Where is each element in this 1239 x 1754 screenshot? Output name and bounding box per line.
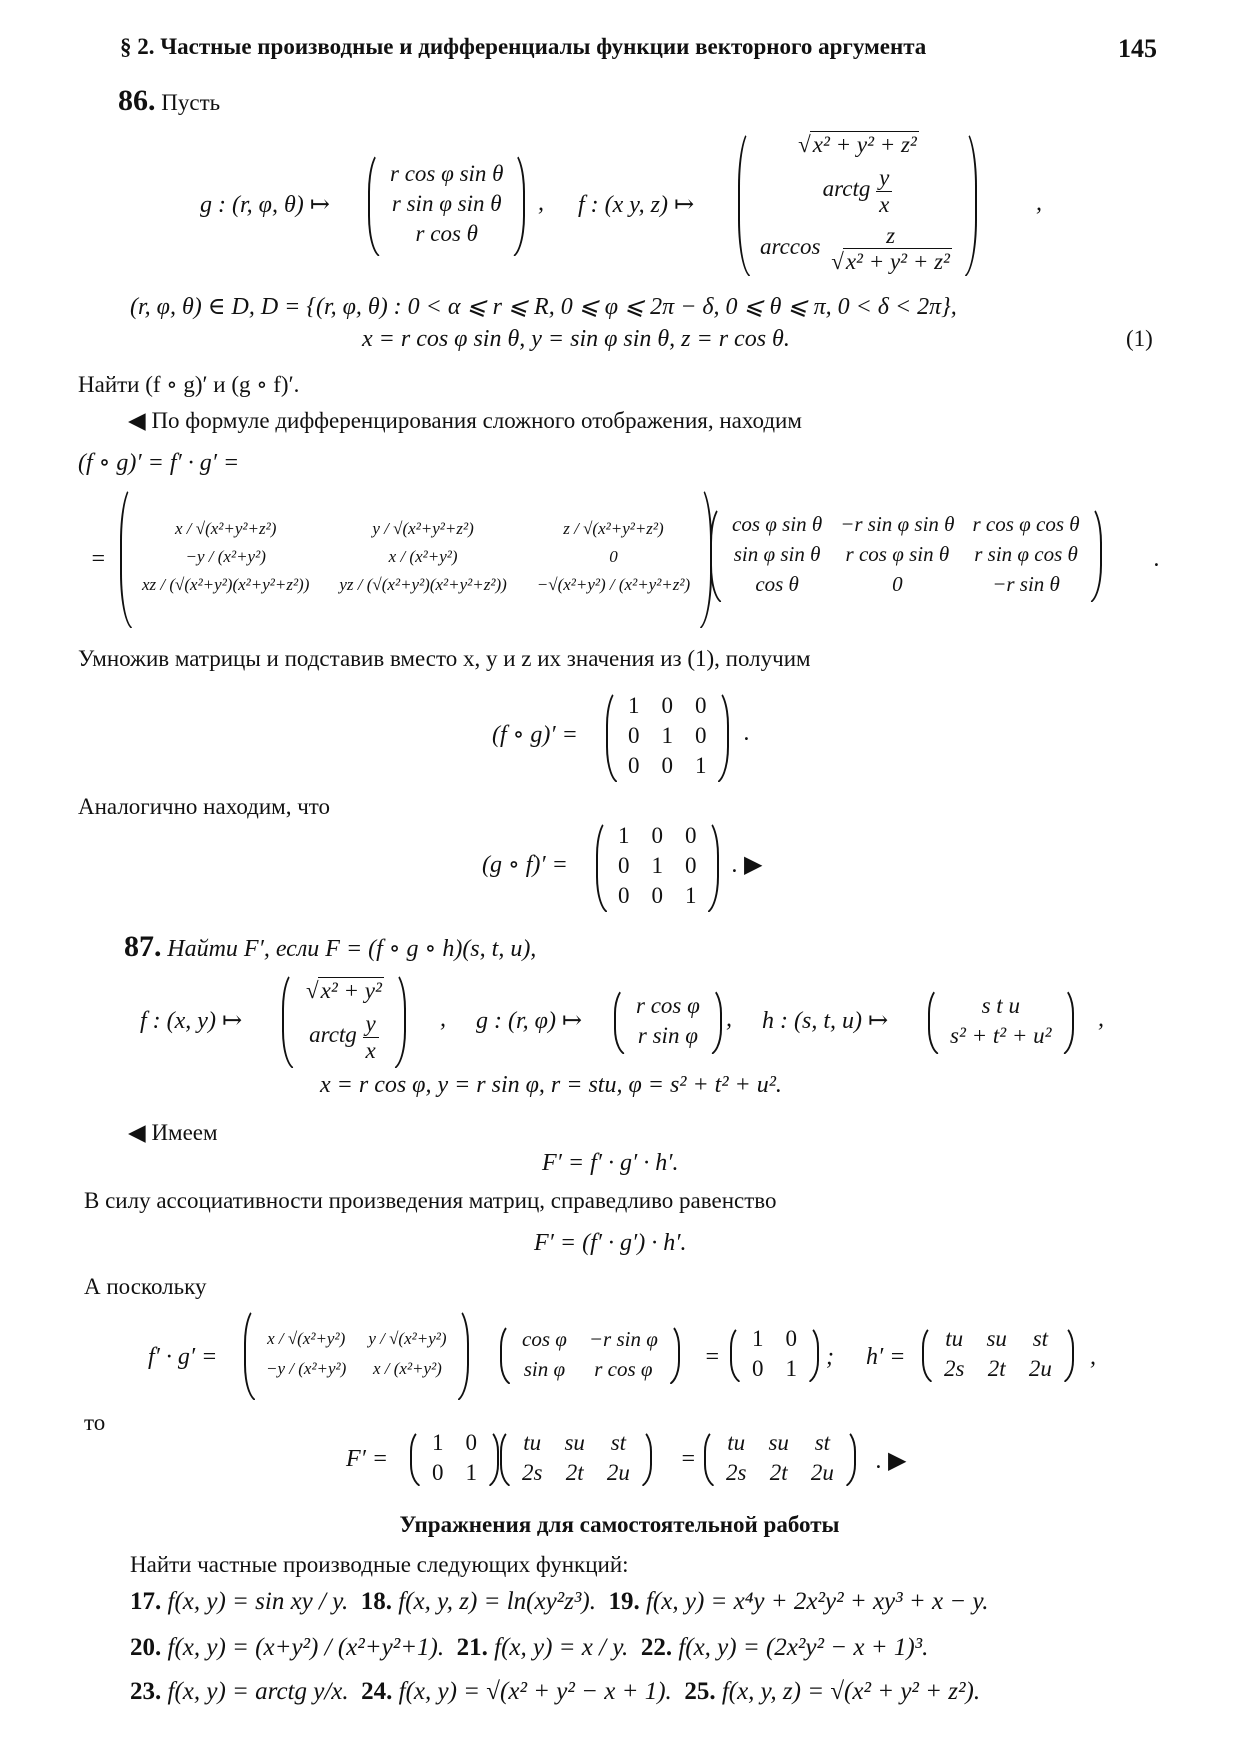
jacobian-f bbox=[244, 1306, 469, 1402]
f-vector-cell: √ x² + y² bbox=[318, 977, 384, 1003]
matrix-cell: −r sin θ bbox=[992, 572, 1060, 596]
exercise-expr: f(x, y) = x / y. bbox=[494, 1634, 629, 1661]
g-vector-cell: r cos φ sin θ bbox=[390, 161, 504, 186]
exercises-intro: Найти частные производные следующих функций: bbox=[130, 1552, 629, 1577]
analog-text: Аналогично находим, что bbox=[78, 794, 331, 819]
textbook-page: § 2. Частные производные и дифференциалы функции векторного аргумента 145 86. Пусть g : (r, φ, θ) ↦ r cos φ sin θ r sin φ sin θ r cos θ , f : (x y, z) ↦ √ x² + y² + z² arctg $\frac{y}{x}$ arccos z √ x² + y² + z² , (r, φ, θ) ∈ D, D = {(r, φ, θ) : 0 < α ⩽ r ⩽ R, 0 ⩽ φ ⩽ 2π − δ, 0 ⩽ θ ⩽ π, 0 < δ < 2π}, x = r cos φ sin θ, y = sin φ sin θ, z = r cos θ. (1) Найти (f ∘ g)′ и (g ∘ f)′. ◀ По формуле дифференцирования сложного отображения, находим (f ∘ g)′ = f′ · g′ = = x / √(x²+y²+z²) y / √(x²+y²+z²) z / √(x²+y²+z²) −y / (x²+y²) x / (x²+y²) 0 xz / (√(x²+y²)(x²+y²+z²)) yz / (√(x²+y²)(x²+y²+z²)) −√(x²+y²) / (x²+y²+z²) cos φ sin θ −r sin φ sin θ r cos φ cos θ sin φ sin θ r cos φ sin θ r sin φ cos θ cos θ 0 −r sin θ . Умножив матрицы и подставив вместо x, y и z их значения из (1), получим (f ∘ g)′ = 1 0 0 0 1 0 0 0 1 . Аналогично находим, что (g ∘ f)′ = 1 0 0 0 1 0 0 0 1 . ▶ 87. Найти F′, если F = (f ∘ g ∘ h)(s, t, u), f : (x, y) ↦ √ x² + y² arctg $\frac{y}{x}$ , g : (r, φ) ↦ r cos φ r sin φ , h : (s, t, u) ↦ s t u s² + t² + u² , x = r cos φ, y = r sin φ, r = stu, φ = s² + t² + u². ◀ Имеем F′ = f′ · g′ · h′. В силу ассоциативности произведения матриц, справедливо равенство F′ = (f′ · g′) · h′. А поскольку f′ · g′ = x / √(x²+y²) y / √(x²+y²) −y / (x²+y²) x / (x²+y²) cos φ −r sin φ sin φ r cos φ = 1 0 0 1 ; h′ = tu su st 2s 2t 2u , то F′ = 1 0 0 1 tu su st 2s 2t 2u = tu su st 2s 2t 2u . ▶ Упражнения для самостоятельной работы Найти частные производные следующих функций: 17. f(x, y) = sin xy / y. 18. f(x, y, z) = ln(xy²z³). 19. f(x, y) = x⁴y + 2x²y² + xy³ + x − y. 20. f(x, y) = (x+y²) / (x²+y²+1). 21. f(x, y) = x / y. 22. f(x, y) = (2x²y² − x + 1)³. 23. f(x, y) = arctg y/x. 24. f(x, y) = √(x² + y² − x + 1). 25. f(x, y, z) = √(x² + y² + z²). bbox=[0, 0, 1239, 1754]
identity-matrix-gf: 1 0 0 0 1 0 0 0 1 bbox=[596, 818, 719, 914]
matrix-cell: z / √(x²+y²+z²) bbox=[563, 519, 664, 538]
identity-matrix-fg: 1 0 0 0 1 0 0 0 1 bbox=[606, 688, 729, 784]
solution-intro: ◀ Имеем bbox=[128, 1120, 218, 1145]
matrix-cell: cos θ bbox=[755, 572, 799, 596]
substitution: x = r cos φ sin θ, y = sin φ sin θ, z = r cos θ. bbox=[362, 326, 790, 352]
jacobian-h: tu su st 2s 2t 2u bbox=[500, 1428, 652, 1488]
matrix-cell: −√(x²+y²) / (x²+y²+z²) bbox=[536, 575, 691, 594]
running-header: § 2. Частные производные и дифференциалы функции векторного аргумента bbox=[120, 34, 927, 59]
f-vector-cell: √ x² + y² + z² bbox=[810, 131, 919, 157]
jacobian-g bbox=[710, 504, 1102, 604]
matrix-cell: y / √(x²+y²) bbox=[368, 1329, 447, 1348]
arccos-label: arccos bbox=[760, 234, 821, 260]
matrix-cell: yz / (√(x²+y²)(x²+y²+z²)) bbox=[339, 575, 507, 594]
domain-definition: (r, φ, θ) ∈ D, D = {(r, φ, θ) : 0 < α ⩽ r ⩽ R, 0 ⩽ φ ⩽ 2π − δ, 0 ⩽ θ ⩽ π, 0 < δ < 2π}, bbox=[130, 294, 957, 320]
exercise-row: 20. f(x, y) = (x+y²) / (x²+y²+1). 21. f(x, y) = x / y. 22. f(x, y) = (2x²y² − x + 1)³. bbox=[130, 1634, 929, 1661]
problem-task: Найти F′, если F = (f ∘ g ∘ h)(s, t, u), bbox=[167, 936, 537, 962]
gf-derivative-label: (g ∘ f)′ = bbox=[482, 852, 568, 878]
identity-2x2: 1 0 0 1 bbox=[410, 1428, 499, 1488]
then-text: то bbox=[84, 1410, 106, 1435]
g-vector bbox=[614, 986, 722, 1056]
exercise-expr: f(x, y) = arctg y/x. bbox=[167, 1678, 349, 1705]
problem-87-heading bbox=[124, 930, 536, 964]
problem-number: 86. bbox=[118, 84, 156, 117]
end-of-solution-icon: ▶ bbox=[744, 852, 763, 878]
end-of-solution-icon: ▶ bbox=[888, 1448, 907, 1474]
equation: F′ = f′ · g′ · h′. bbox=[542, 1150, 679, 1176]
matrix-cell: r cos φ sin θ bbox=[845, 542, 950, 566]
g-mapping-label: g : (r, φ, θ) ↦ bbox=[200, 192, 330, 218]
jacobian-f bbox=[120, 484, 712, 630]
matrix-cell: xz / (√(x²+y²)(x²+y²+z²)) bbox=[142, 575, 310, 594]
matrix-cell: r cos φ cos θ bbox=[972, 512, 1080, 536]
exercise-expr: f(x, y) = (2x²y² − x + 1)³. bbox=[678, 1634, 929, 1661]
problem-intro: Пусть bbox=[161, 90, 221, 115]
h-vector-cell: s t u bbox=[981, 993, 1020, 1018]
exercises-heading: Упражнения для самостоятельной работы bbox=[399, 1512, 840, 1537]
f-mapping-label: f : (x, y) ↦ bbox=[140, 1008, 243, 1034]
h-vector-cell: s² + t² + u² bbox=[950, 1023, 1052, 1048]
page-number: 145 bbox=[1118, 34, 1157, 63]
matrix-cell: −y / (x²+y²) bbox=[266, 1359, 347, 1378]
g-mapping-label: g : (r, φ) ↦ bbox=[476, 1008, 583, 1034]
since-text: А поскольку bbox=[84, 1274, 207, 1299]
problem-task: Найти (f ∘ g)′ и (g ∘ f)′. bbox=[78, 372, 300, 397]
problem-86-heading bbox=[118, 84, 220, 118]
f-vector: √ x² + y² + z² arctg $\frac{y}{x}$ arccos z √ x² + y² + z² bbox=[738, 128, 977, 278]
equation: F′ = (f′ · g′) · h′. bbox=[534, 1230, 687, 1256]
matrix-cell: x / √(x²+y²+z²) bbox=[175, 519, 277, 538]
arctg-label: arctg bbox=[822, 176, 871, 202]
matrix-cell: x / (x²+y²) bbox=[372, 1359, 442, 1378]
matrix-cell: −r sin φ sin θ bbox=[840, 512, 955, 536]
exercise-expr: f(x, y) = (x+y²) / (x²+y²+1). bbox=[167, 1634, 445, 1661]
jacobian-h: tu su st 2s 2t 2u bbox=[922, 1324, 1074, 1384]
matrix-cell: x / √(x²+y²) bbox=[267, 1329, 346, 1348]
equation-tag: (1) bbox=[1126, 326, 1153, 351]
matrix-cell: 0 bbox=[892, 572, 903, 596]
f-vector: √ x² + y² arctg $\frac{y}{x}$ bbox=[282, 970, 406, 1070]
g-vector-cell: r cos θ bbox=[415, 221, 478, 246]
exercise-row: 23. f(x, y) = arctg y/x. 24. f(x, y) = √(x² + y² − x + 1). 25. f(x, y, z) = √(x² + y² + z²). bbox=[130, 1678, 981, 1705]
exercise-expr: f(x, y) = x⁴y + 2x²y² + xy³ + x − y. bbox=[645, 1588, 989, 1615]
identity-2x2: 1 0 0 1 bbox=[730, 1324, 819, 1384]
h-derivative-label: h′ = bbox=[866, 1344, 906, 1370]
g-vector-cell: r cos φ bbox=[636, 993, 700, 1018]
matrix-cell: y / √(x²+y²+z²) bbox=[372, 519, 474, 538]
substitution: x = r cos φ, y = r sin φ, r = stu, φ = s² + t² + u². bbox=[320, 1072, 782, 1098]
exercise-expr: f(x, y, z) = ln(xy²z³). bbox=[398, 1588, 596, 1615]
matrix-cell: 0 bbox=[609, 547, 618, 566]
fg-derivative-label: (f ∘ g)′ = bbox=[492, 722, 578, 748]
fg-product-label: f′ · g′ = bbox=[148, 1344, 218, 1370]
multiply-text: Умножив матрицы и подставив вместо x, y и z их значения из (1), получим bbox=[78, 646, 811, 671]
g-vector bbox=[368, 150, 525, 258]
h-mapping-label: h : (s, t, u) ↦ bbox=[762, 1008, 889, 1034]
matrix-cell: cos φ sin θ bbox=[732, 512, 823, 536]
g-vector-cell: r sin φ sin θ bbox=[391, 191, 502, 216]
F-derivative-label: F′ = bbox=[346, 1446, 389, 1472]
h-vector bbox=[928, 986, 1074, 1056]
matrix-cell: x / (x²+y²) bbox=[388, 547, 458, 566]
f-mapping-label: f : (x y, z) ↦ bbox=[578, 192, 695, 218]
g-vector-cell: r sin φ bbox=[637, 1023, 698, 1048]
exercise-expr: f(x, y) = sin xy / y. bbox=[167, 1588, 349, 1615]
problem-number: 87. bbox=[124, 930, 162, 963]
solution-intro: ◀ По формуле дифференцирования сложного отображения, находим bbox=[128, 408, 802, 433]
chain-rule: (f ∘ g)′ = f′ · g′ = bbox=[78, 450, 240, 476]
matrix-cell: sin φ sin θ bbox=[733, 542, 821, 566]
jacobian-g: cos φ −r sin φ sin φ r cos φ bbox=[500, 1322, 680, 1386]
matrix-cell: r sin φ cos θ bbox=[974, 542, 1078, 566]
exercise-row: 17. f(x, y) = sin xy / y. 18. f(x, y, z) = ln(xy²z³). 19. f(x, y) = x⁴y + 2x²y² + xy³ + x − y. bbox=[130, 1588, 989, 1615]
exercise-expr: f(x, y) = √(x² + y² − x + 1). bbox=[398, 1678, 672, 1705]
exercise-expr: f(x, y, z) = √(x² + y² + z²). bbox=[721, 1678, 981, 1705]
result-matrix: tu su st 2s 2t 2u bbox=[704, 1428, 856, 1488]
assoc-text: В силу ассоциативности произведения матриц, справедливо равенство bbox=[84, 1188, 777, 1213]
matrix-cell: −y / (x²+y²) bbox=[185, 547, 266, 566]
